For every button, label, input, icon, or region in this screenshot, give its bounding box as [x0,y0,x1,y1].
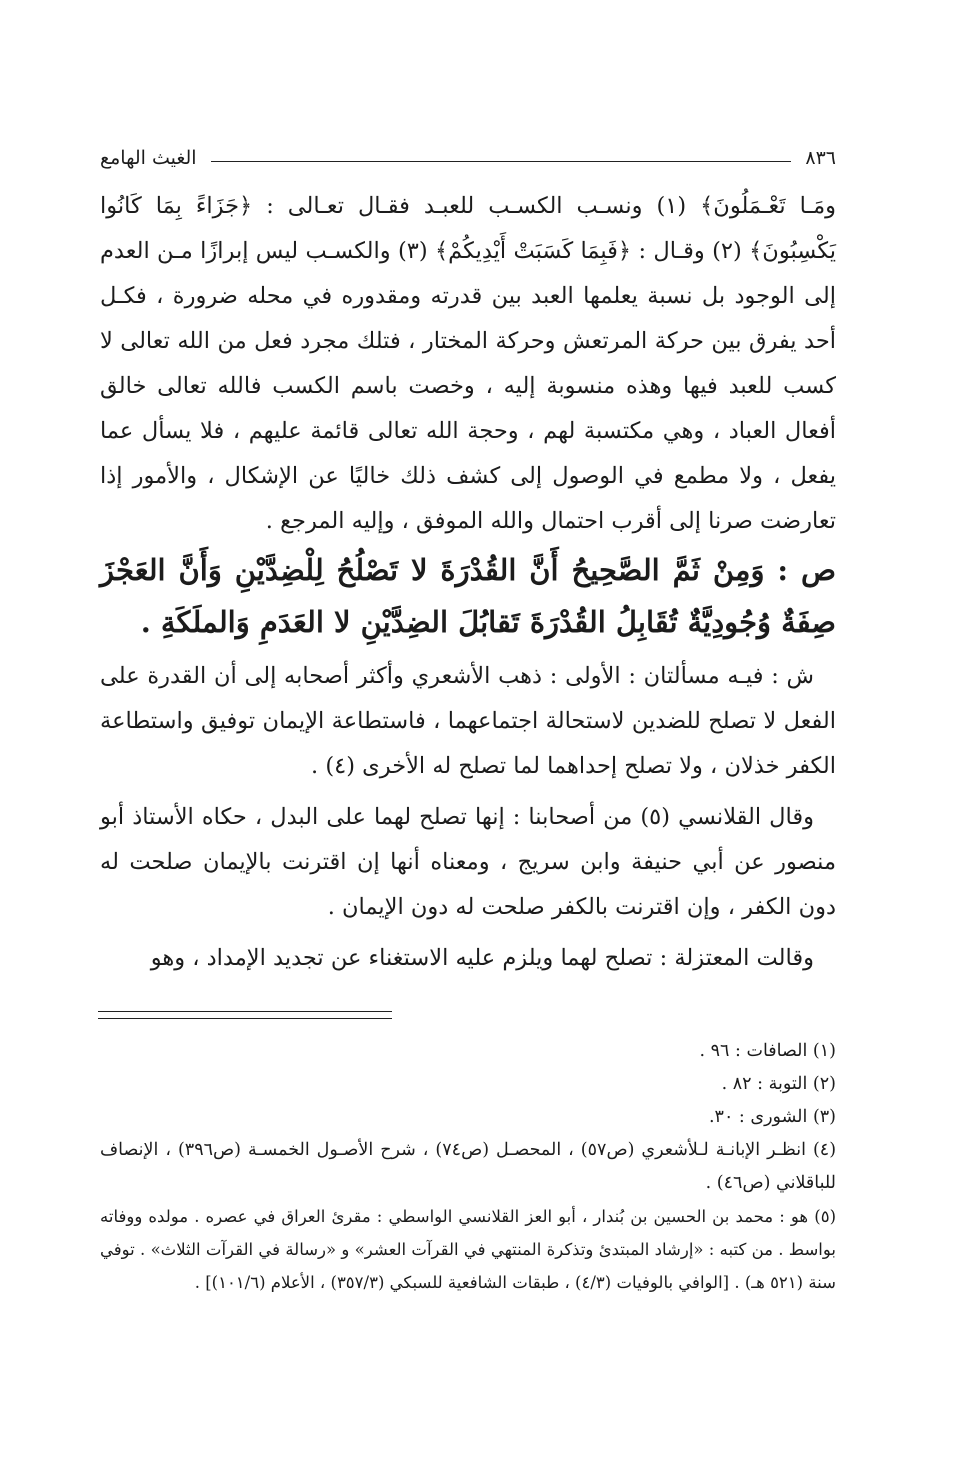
footnote-1: (١) الصافات : ٩٦ . [699,1041,836,1061]
book-page [100,138,836,1299]
main-text [100,184,836,981]
commentary-continuation: ومَـا تَعْـمَلُونَ﴾ (١) ونسـب الكسـب للعبـد فقـال تعـالى : ﴿جَزَاءً بِمَا كَانُوا يَكْسِبُونَ﴾ (٢) وقـال : ﴿فَبِمَا كَسَبَتْ أَيْدِيكُمْ﴾ (٣) والكسـب ليس إبرازًا مـن العدم إلى الوجود بل نسبة يعلمها العبد بين قدرته ومقدوره في محله ضرورة ، فكـل أحد يفرق بين حركة المرتعش وحركة المختار ، فتلك مجرد فعل من الله تعالى لا كسب للعبد فيها وهذه منسوبة إليه ، وخصت باسم الكسب فالله تعالى خالق أفعال العباد ، وهي مكتسبة لهم ، وحجة الله تعالى قائمة عليهم ، فلا يسأل عما يفعل ، ولا مطمع في الوصول إلى كشف ذلك خاليًا عن الإشكال ، والأمور إذا تعارضت صرنا إلى أقرب احتمال والله الموفق ، وإليه المرجع . [100,193,837,534]
sharh-paragraph: ش : فيـه مسألتان : الأولى : ذهب الأشعري وأكثر أصحابه إلى أن القدرة على الفعل لا تصلح للضدين لاستحالة اجتماعهما ، فاستطاعة الإيمان توفيق واستطاعة الكفر خذلان ، ولا تصلح إحداهما لما تصلح له الأخرى (٤) . [100,663,836,779]
footnotes [100,1035,836,1299]
page-number: ٨٣٦ [805,147,836,169]
footnote-2: (٢) التوبة : ٨٢ . [721,1074,836,1094]
running-header [100,138,836,178]
sharh-paragraph: وقالت المعتزلة : تصلح لهما ويلزم عليه الاستغناء عن تجديد الإمداد ، وهو [150,945,814,971]
footnote-5: (٥) هو : محمد بن الحسين بن بُندار ، أبو العز القلانسي الواسطي : مقرئ العراق في عصره . مولده ووفاته بواسط . من كتبه : «إرشاد المبتدئ وتذكرة المنتهي في القرآت العشر» و «رسالة في القرآت الثلاث» . توفي سنة (٥٢١ هـ) . [الوافي بالوفيات (٤/٣) ، طبقات الشافعية للسبكي (٣٥٧/٣) ، الأعلام (١٠١/٦)] . [100,1207,836,1292]
footnote-3: (٣) الشورى : ٣٠. [708,1107,836,1127]
footnote-separator [98,1011,392,1019]
footnote-4: (٤) انظـر الإبانـة لـلأشعري (ص٥٧) ، المحصـل (ص٧٤) ، شرح الأصـول الخمسـة (ص٣٩٦) ، الإنصاف للباقلاني (ص٤٦) . [100,1140,837,1193]
matn-text: ص : وَمِنْ ثَمَّ الصَّحِيحُ أَنَّ القُدْرَةَ لا تَصْلُحُ لِلْضِدَّيْنِ وَأَنَّ العَجْزَ صِفَةٌ وُجُودِيَّةٌ تُقَابِلُ القُدْرَةَ تَقابُلَ الضِدَّيْنِ لا العَدَمِ وَالملَكَةِ . [100,553,836,639]
sharh-paragraph: وقال القلانسي (٥) من أصحابنا : إنها تصلح لهما على البدل ، حكاه الأستاذ أبو منصور عن أبي حنيفة وابن سريج ، ومعناه أنها إن اقترنت بالإيمان صلحت له دون الكفر ، وإن اقترنت بالكفر صلحت له دون الإيمان . [100,804,836,920]
header-rule [211,161,792,162]
book-title: الغيث الهامع [100,147,197,169]
